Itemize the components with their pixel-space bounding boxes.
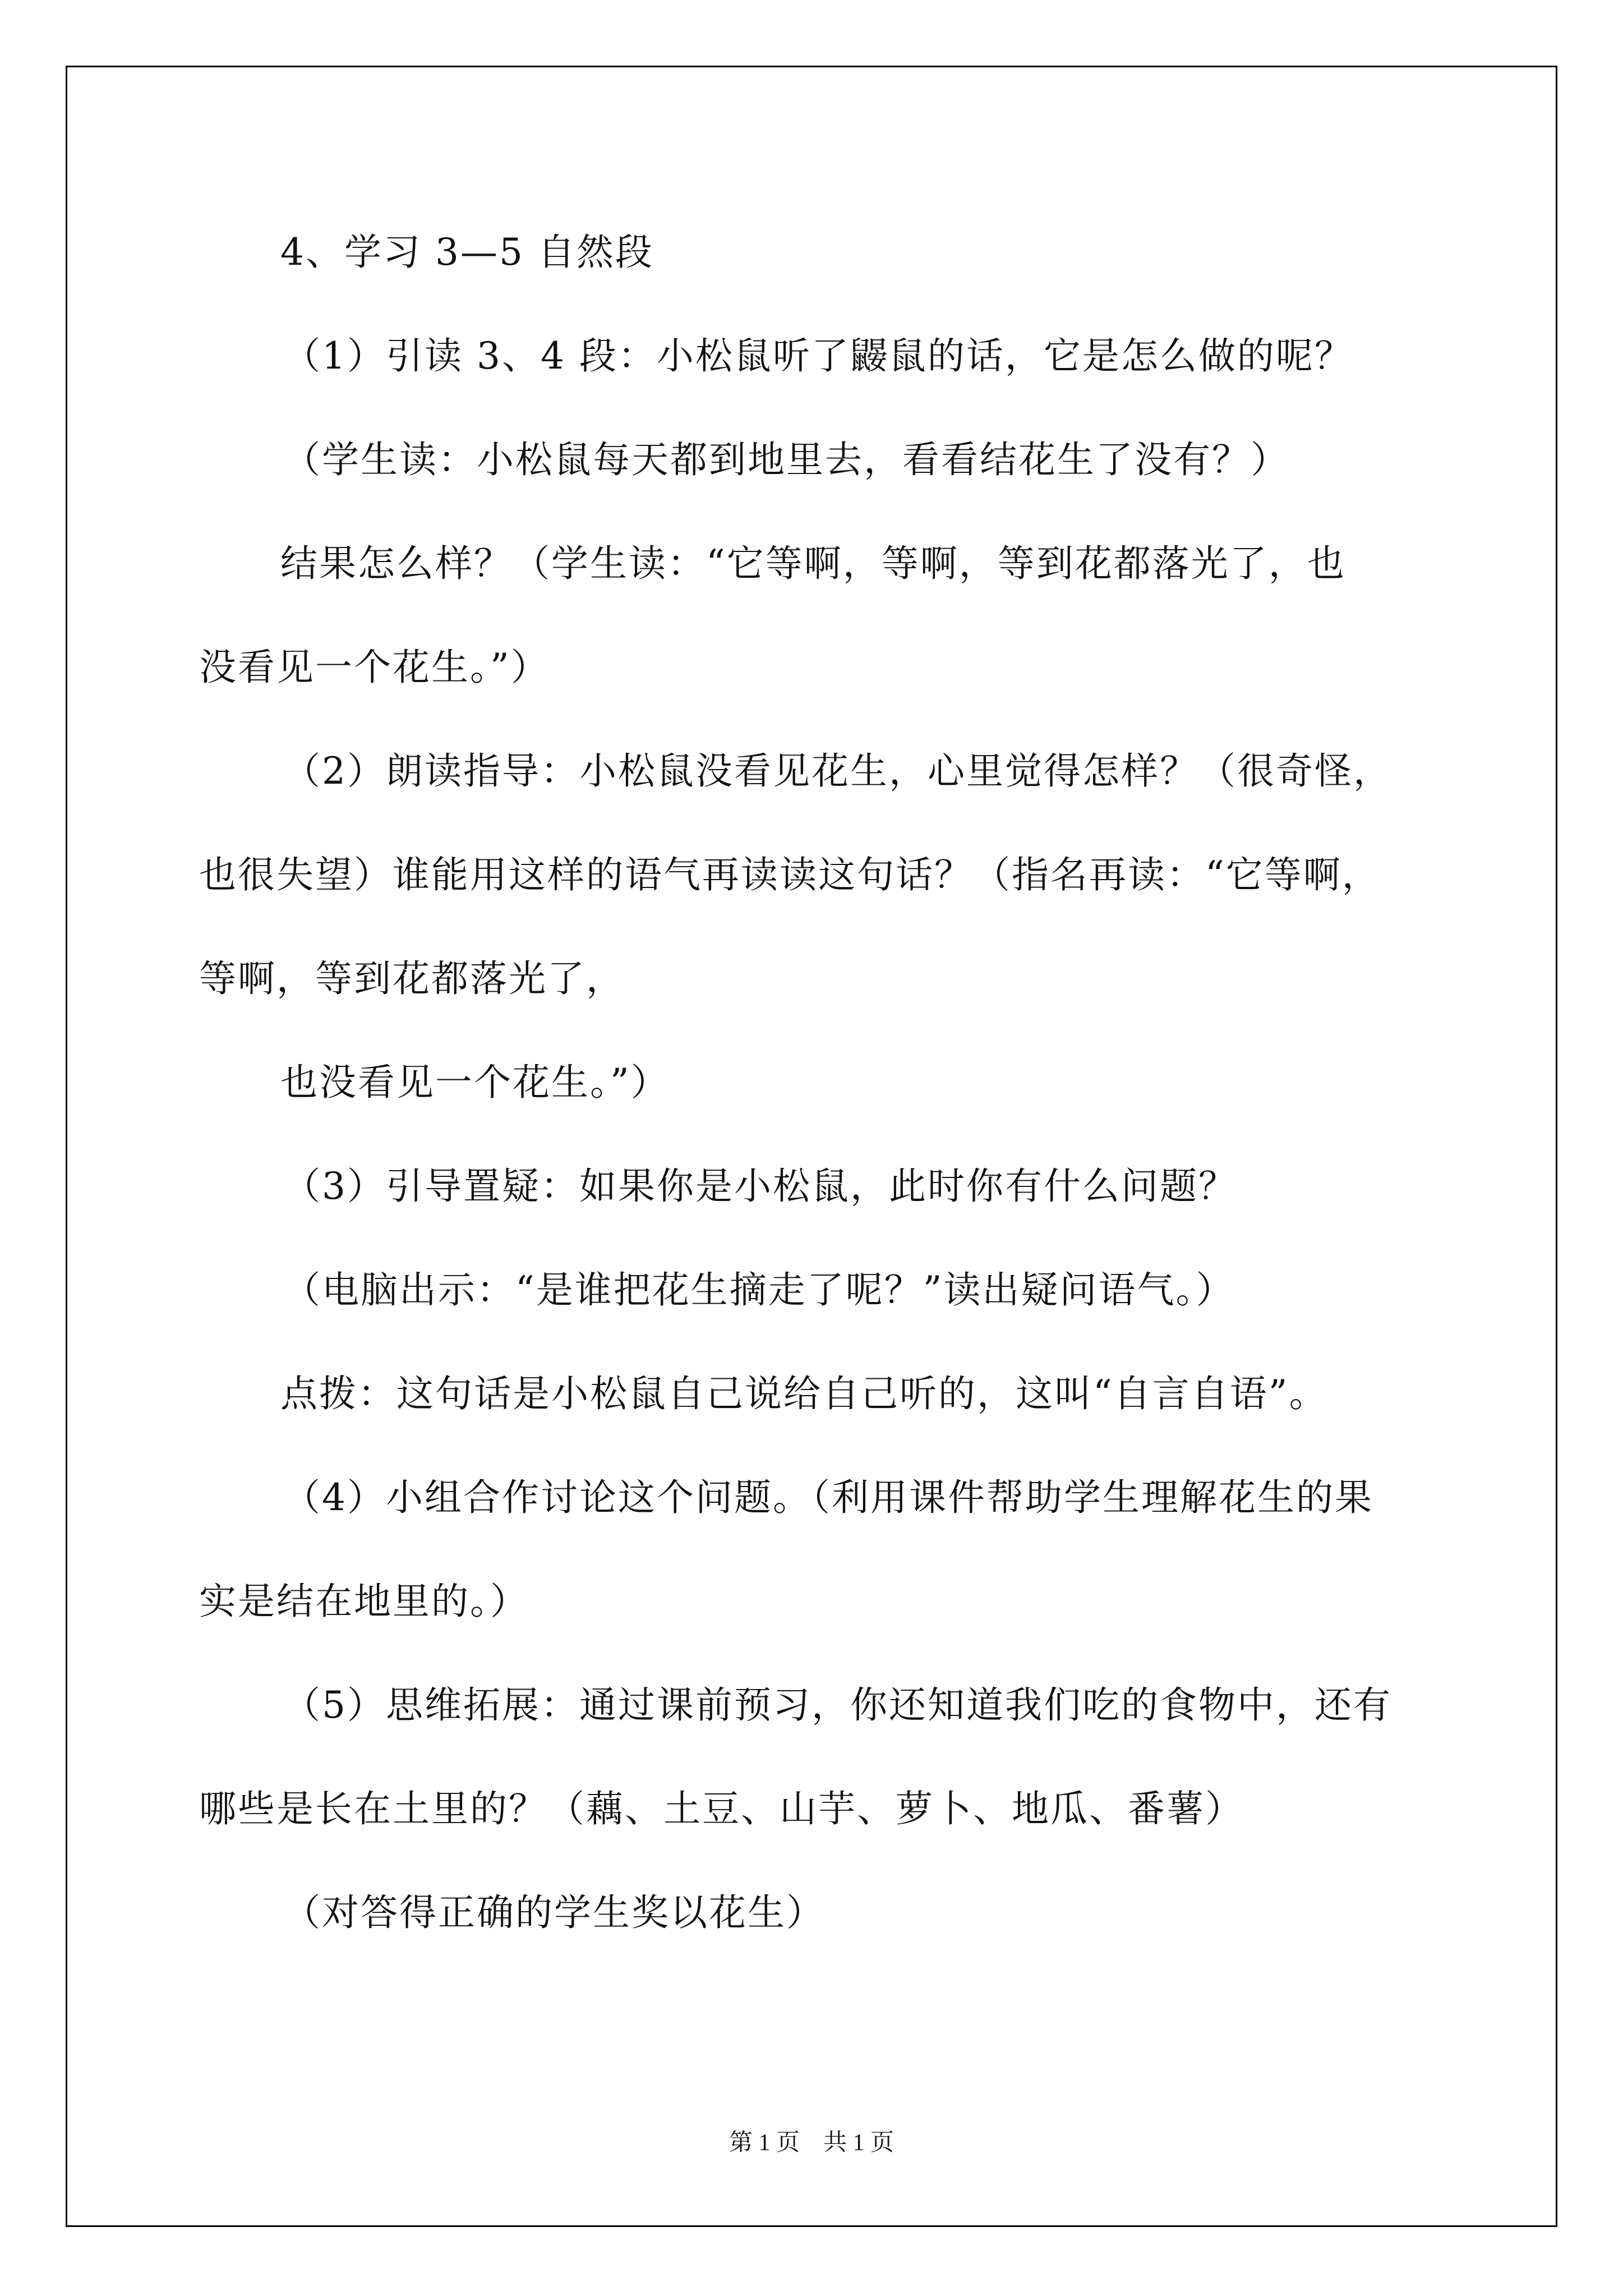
page-footer: 第 1 页 共 1 页 [728,2130,894,2156]
paragraph-line: （4）小组合作讨论这个问题。（利用课件帮助学生理解花生的果 [283,1476,1373,1519]
paragraph-line: 结果怎么样？（学生读：“它等啊，等啊，等到花都落光了，也 [280,542,1346,585]
paragraph-line: 没看见一个花生。”） [199,646,550,689]
paragraph-line: 也没看见一个花生。”） [280,1061,670,1104]
paragraph-line: （学生读：小松鼠每天都到地里去，看看结花生了没有？） [283,438,1289,481]
paragraph-line: （1）引读 3、4 段：小松鼠听了鼹鼠的话，它是怎么做的呢？ [283,334,1353,378]
paragraph-line: （3）引导置疑：如果你是小松鼠，此时你有什么问题？ [283,1165,1237,1208]
paragraph-line: 等啊，等到花都落光了， [199,957,625,1000]
paragraph-line: （2）朗读指导：小松鼠没看见花生，心里觉得怎样？（很奇怪， [283,749,1392,793]
paragraph-line: （5）思维拓展：通过课前预习，你还知道我们吃的食物中，还有 [283,1683,1392,1727]
paragraph-line: 也很失望）谁能用这样的语气再读读这句话？（指名再读：“它等啊， [199,853,1381,896]
paragraph-line: （对答得正确的学生奖以花生） [283,1891,825,1934]
section-heading: 4、学习 3—5 自然段 [280,231,654,274]
paragraph-line: （电脑出示：“是谁把花生摘走了呢？”读出疑问语气。） [283,1268,1235,1312]
paragraph-line: 哪些是长在土里的？（藕、土豆、山芋、萝卜、地瓜、番薯） [199,1787,1244,1830]
paragraph-line: 点拨：这句话是小松鼠自己说给自己听的，这叫“自言自语”。 [280,1372,1328,1415]
paragraph-line: 实是结在地里的。） [199,1580,529,1623]
